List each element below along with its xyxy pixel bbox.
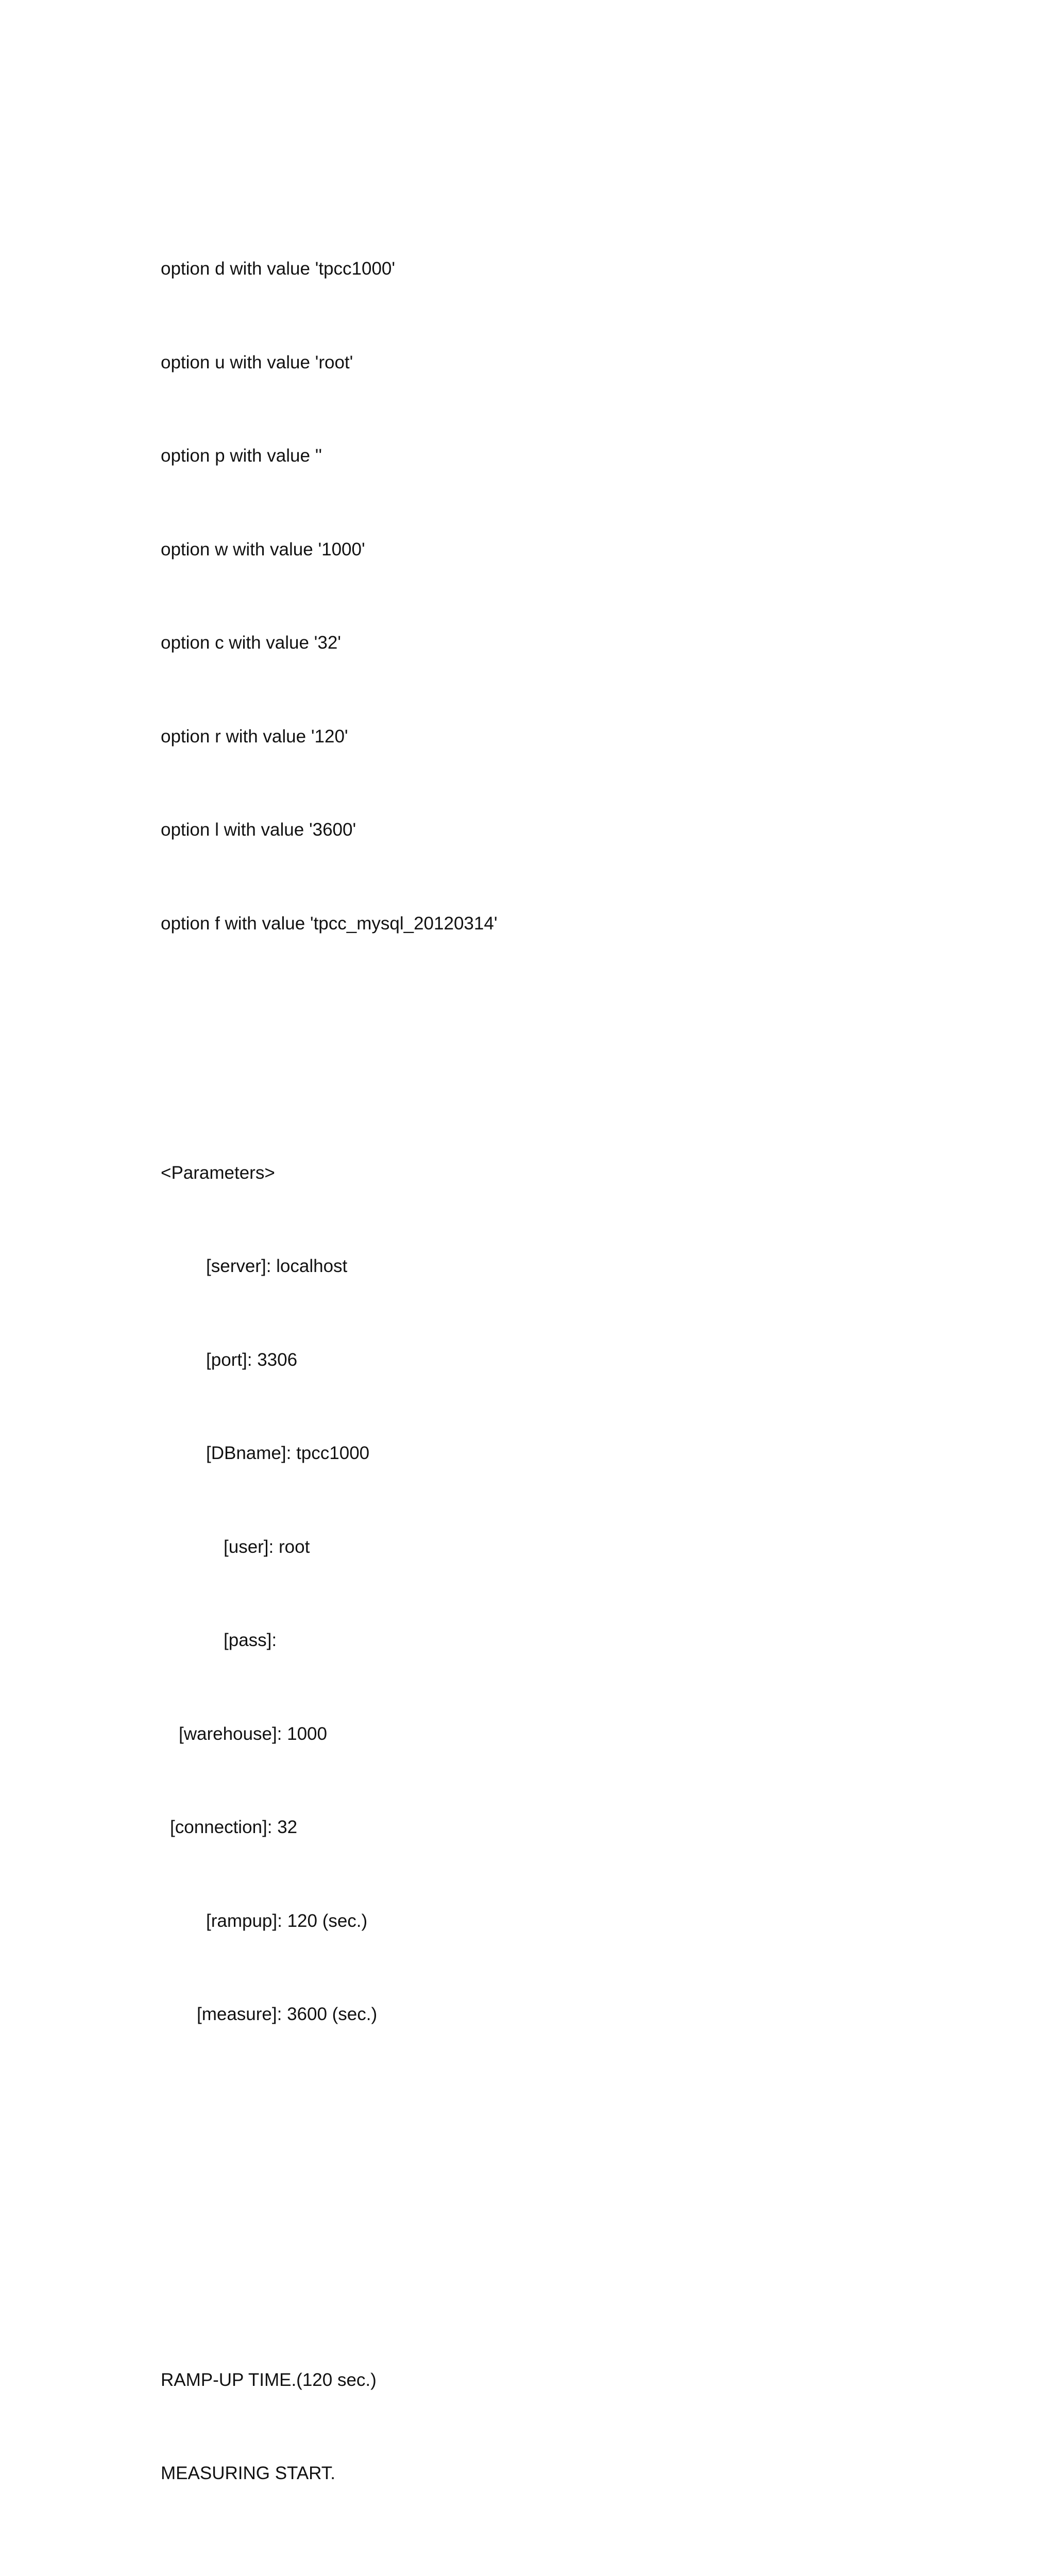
option-line: option l with value '3600' <box>161 820 356 840</box>
run-block <box>161 2302 908 2552</box>
param-rampup: [rampup]: 120 (sec.) <box>206 1910 368 1931</box>
param-pass: [pass]: <box>224 1630 277 1650</box>
document-page <box>161 129 908 2576</box>
param-connection: [connection]: 32 <box>170 1817 298 1837</box>
param-warehouse: [warehouse]: 1000 <box>179 1723 327 1744</box>
spacer <box>161 2186 908 2209</box>
param-port: [port]: 3306 <box>206 1349 298 1370</box>
option-line: option c with value '32' <box>161 633 341 653</box>
param-server: [server]: localhost <box>206 1256 348 1276</box>
option-line: option u with value 'root' <box>161 352 353 372</box>
parameters-heading: <Parameters> <box>161 1162 275 1183</box>
parameters-block <box>161 1095 908 2093</box>
param-user: [user]: root <box>224 1536 310 1557</box>
options-block <box>161 191 908 1002</box>
option-line: option d with value 'tpcc1000' <box>161 259 396 279</box>
measuring-start-line: MEASURING START. <box>161 2463 336 2483</box>
option-line: option w with value '1000' <box>161 539 365 560</box>
rampup-time-line: RAMP-UP TIME.(120 sec.) <box>161 2369 377 2390</box>
option-line: option p with value '' <box>161 446 322 466</box>
option-line: option f with value 'tpcc_mysql_20120314' <box>161 913 498 934</box>
option-line: option r with value '120' <box>161 726 348 747</box>
param-measure: [measure]: 3600 (sec.) <box>197 2004 378 2024</box>
param-dbname: [DBname]: tpcc1000 <box>206 1443 370 1463</box>
